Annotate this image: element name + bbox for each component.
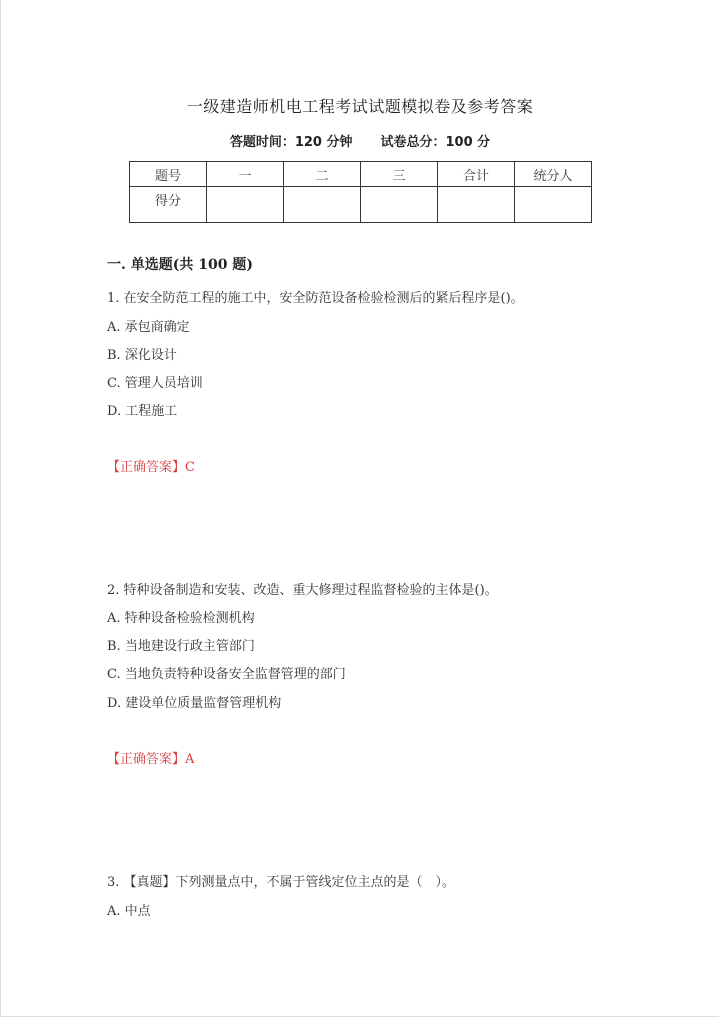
header-cell-total: 合计 <box>438 162 515 187</box>
question-1-option-d: D. 工程施工 <box>107 404 178 419</box>
header-cell-part-2: 二 <box>284 162 361 187</box>
question-1-stem: 1. 在安全防范工程的施工中，安全防范设备检验检测后的紧后程序是()。 <box>107 291 524 306</box>
total-score-label: 试卷总分：100 分 <box>380 135 491 150</box>
question-3-option-a: A. 中点 <box>107 904 151 919</box>
section-title: 一. 单选题(共 100 题) <box>107 257 253 273</box>
score-row-label: 得分 <box>130 187 207 223</box>
question-1-option-c: C. 管理人员培训 <box>107 376 203 391</box>
header-cell-part-3: 三 <box>361 162 438 187</box>
question-2-answer <box>107 748 194 767</box>
answer-label: 【正确答案】 <box>107 460 186 475</box>
score-cell-part-3 <box>361 187 438 223</box>
header-cell-grader: 统分人 <box>515 162 592 187</box>
score-table-score-row <box>130 187 592 223</box>
score-cell-part-1 <box>207 187 284 223</box>
score-table-header-row <box>130 162 592 187</box>
question-2-option-c: C. 当地负责特种设备安全监督管理的部门 <box>107 667 346 682</box>
header-cell-part-1: 一 <box>207 162 284 187</box>
question-2-option-a: A. 特种设备检验检测机构 <box>107 611 255 626</box>
answer-label: 【正确答案】 <box>107 752 186 767</box>
question-1-option-b: B. 深化设计 <box>107 348 177 363</box>
question-1-answer <box>107 456 195 475</box>
document-title: 一级建造师机电工程考试试题模拟卷及参考答案 <box>186 97 534 116</box>
answer-value: A <box>185 752 195 767</box>
time-limit-label: 答题时间：120 分钟 <box>229 135 353 150</box>
question-3-stem: 3. 【真题】下列测量点中，不属于管线定位主点的是（ ）。 <box>107 875 456 890</box>
header-cell-number: 题号 <box>130 162 207 187</box>
question-1-option-a: A. 承包商确定 <box>107 320 190 335</box>
answer-value: C <box>185 460 195 475</box>
score-cell-total <box>438 187 515 223</box>
question-2-stem: 2. 特种设备制造和安装、改造、重大修理过程监督检验的主体是()。 <box>107 583 498 598</box>
exam-info <box>0 131 720 150</box>
score-table <box>129 161 592 223</box>
question-2-option-b: B. 当地建设行政主管部门 <box>107 639 255 654</box>
question-2-option-d: D. 建设单位质量监督管理机构 <box>107 696 282 711</box>
score-cell-part-2 <box>284 187 361 223</box>
score-cell-grader <box>515 187 592 223</box>
